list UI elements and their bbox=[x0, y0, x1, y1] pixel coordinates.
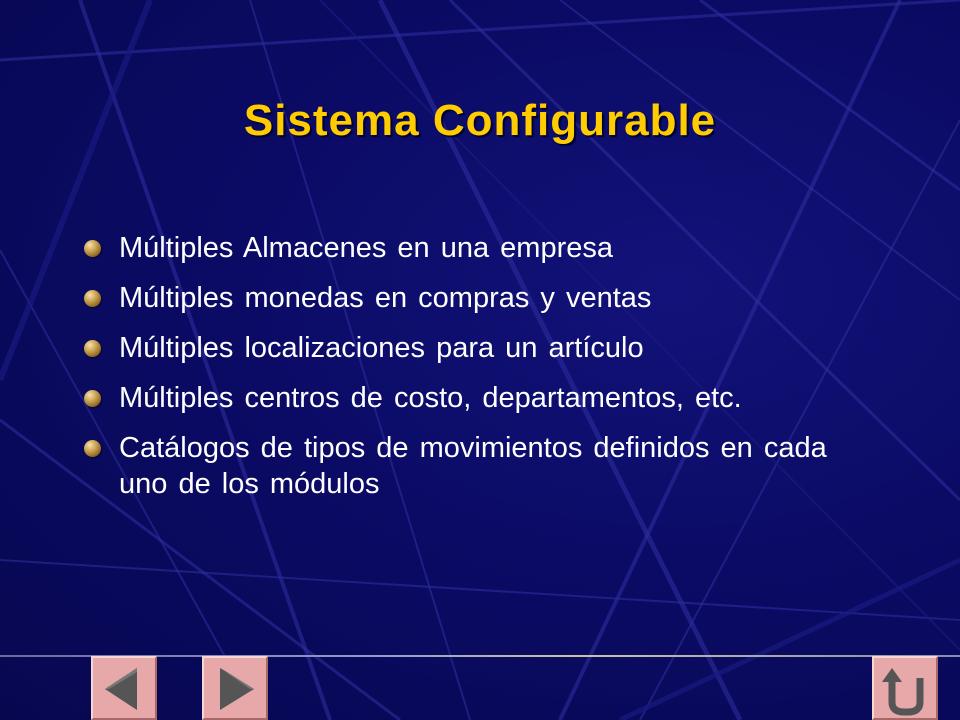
bullet-text: Catálogos de tipos de movimientos definidos en cada uno de los módulos bbox=[119, 432, 827, 500]
bullet-text: Múltiples Almacenes en una empresa bbox=[119, 232, 613, 264]
slide-title: Sistema Configurable bbox=[243, 96, 717, 145]
u-turn-arrow-icon bbox=[874, 658, 936, 718]
list-item bbox=[84, 280, 884, 316]
list-item bbox=[84, 430, 879, 502]
bullet-icon bbox=[84, 340, 101, 357]
return-button[interactable] bbox=[872, 656, 938, 720]
bullet-text: Múltiples monedas en compras y ventas bbox=[119, 282, 652, 314]
triangle-left-icon bbox=[93, 658, 155, 718]
bullet-text: Múltiples centros de costo, departamentos, etc. bbox=[119, 382, 742, 414]
bullet-icon bbox=[84, 240, 101, 257]
bullet-list bbox=[84, 230, 884, 516]
bullet-text: Múltiples localizaciones para un artículo bbox=[119, 332, 644, 364]
next-slide-button[interactable] bbox=[202, 656, 268, 720]
bullet-icon bbox=[84, 290, 101, 307]
list-item bbox=[84, 330, 884, 366]
previous-slide-button[interactable] bbox=[91, 656, 157, 720]
list-item bbox=[84, 230, 884, 266]
bullet-icon bbox=[84, 440, 101, 457]
triangle-right-icon bbox=[204, 658, 266, 718]
list-item bbox=[84, 380, 839, 416]
bullet-icon bbox=[84, 390, 101, 407]
